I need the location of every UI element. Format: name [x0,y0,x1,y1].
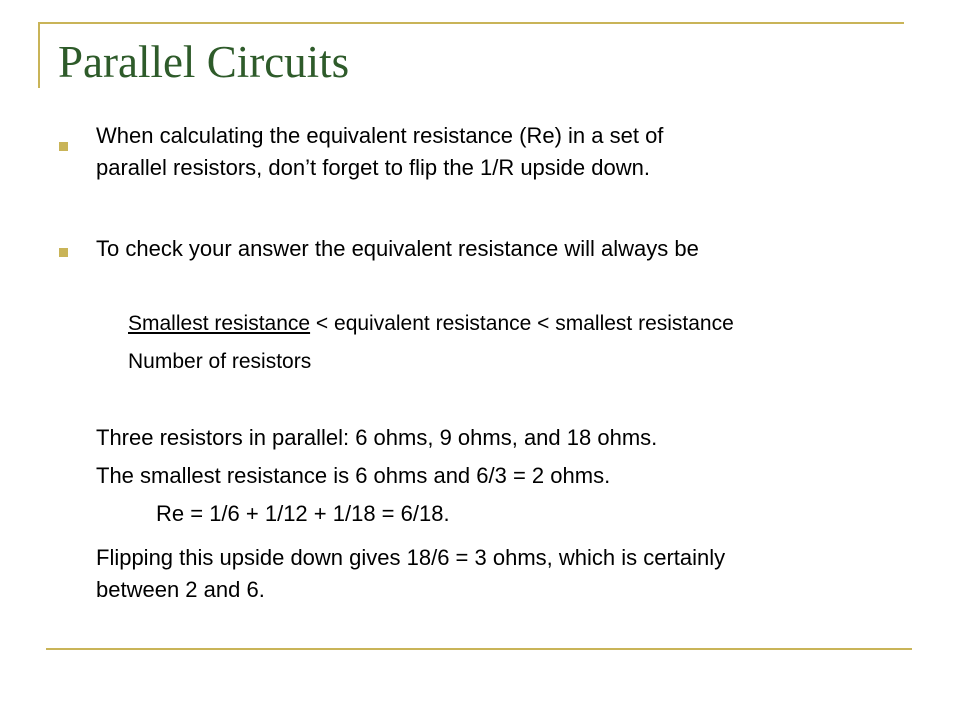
top-rule [40,22,904,24]
bottom-rule [46,648,912,650]
example-line-3: Re = 1/6 + 1/12 + 1/18 = 6/18. [156,501,450,526]
inequality-denominator: Number of resistors [128,350,312,373]
example-line-2: The smallest resistance is 6 ohms and 6/3 = 2 ohms. [96,463,611,488]
bullet-1-line-2: parallel resistors, don’t forget to flip the 1/R upside down. [96,155,650,180]
bullet-2-line-1: To check your answer the equivalent resistance will always be [96,236,699,261]
slide-title: Parallel Circuits [58,37,350,87]
example-line-4a: Flipping this upside down gives 18/6 = 3 ohms, which is certainly [96,545,726,570]
example-line-1: Three resistors in parallel: 6 ohms, 9 ohms, and 18 ohms. [96,425,658,450]
left-rule [38,22,40,88]
bullet-marker-1 [59,142,68,151]
inequality-line [128,308,734,340]
bullet-marker-2 [59,248,68,257]
bullet-1-line-1: When calculating the equivalent resistance (Re) in a set of [96,123,664,148]
inequality-numerator: Smallest resistance [128,312,311,335]
inequality-rest: < equivalent resistance < smallest resistance [310,312,734,335]
example-line-4b: between 2 and 6. [96,577,265,602]
